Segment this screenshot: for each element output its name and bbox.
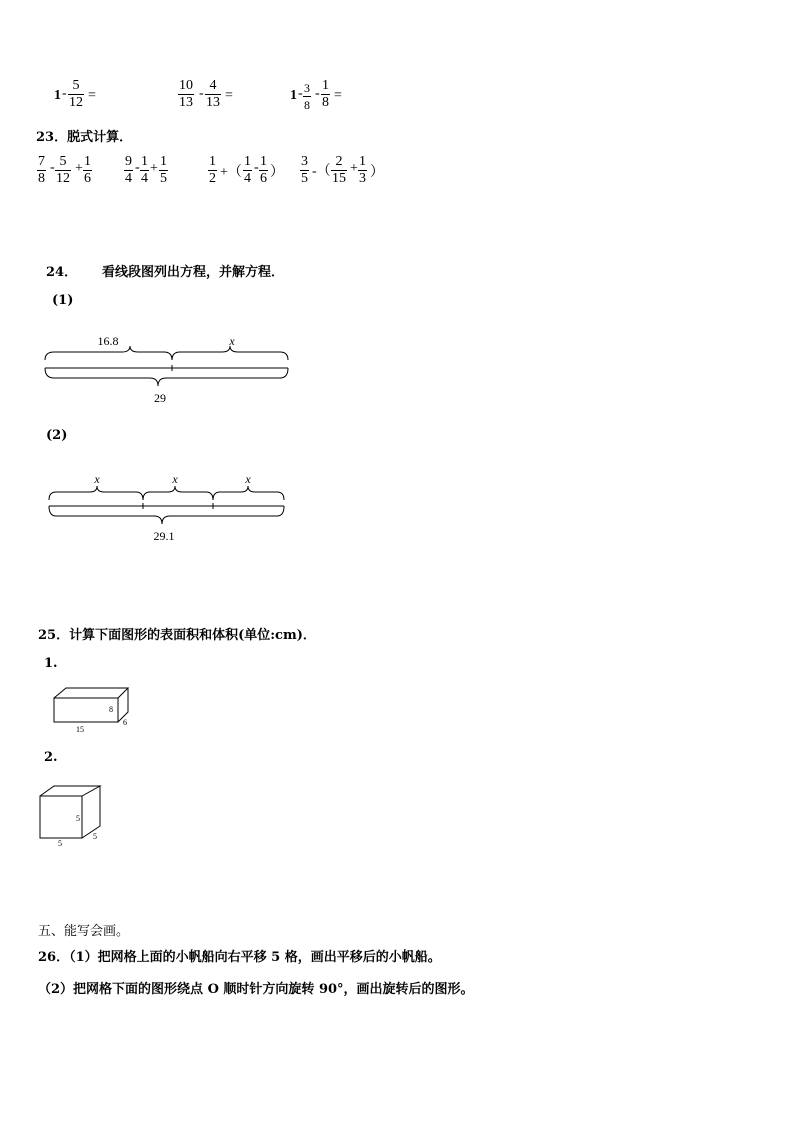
fraction: $\frac{1}{4}$ <box>141 154 148 186</box>
fraction: $\frac{1}{3}$ <box>359 154 366 186</box>
question-24-title: 看线段图列出方程，并解方程． <box>102 265 285 280</box>
label-total: 29.1 <box>153 529 175 543</box>
edge-height-label: 5 <box>76 814 80 823</box>
question-24-number: 24． <box>46 265 78 280</box>
plus-sign: + <box>150 161 158 176</box>
section-5-title: 五、能写会画。 <box>38 924 130 939</box>
fraction: $\frac{4}{13}$ <box>206 78 220 110</box>
minus-sign: - <box>254 160 259 175</box>
fraction: $\frac{1}{5}$ <box>160 154 167 186</box>
figure-2-label: 2. <box>44 750 58 765</box>
minus-sign: - <box>199 86 204 101</box>
brace-left-part <box>45 346 172 360</box>
label-x2: x <box>172 472 178 486</box>
operator: +（ <box>220 165 242 180</box>
fraction: $\frac{1}{6}$ <box>84 154 91 186</box>
cube-side <box>82 786 100 838</box>
segment-diagram-2 <box>44 470 294 546</box>
minus-sign: - <box>315 86 320 101</box>
segment-diagram-1 <box>40 330 296 410</box>
label-x1: x <box>94 472 100 486</box>
fraction: $\frac{9}{4}$ <box>125 154 132 186</box>
close-paren: ） <box>270 165 284 180</box>
length-label: 15 <box>76 725 84 734</box>
edge-bottom-label: 5 <box>58 839 62 848</box>
whole-number: 1 <box>54 88 61 103</box>
fraction: $\frac{5}{12}$ <box>56 154 70 186</box>
operator: -（ <box>312 164 331 179</box>
fraction: $\frac{7}{8}$ <box>38 154 45 186</box>
figure-1-label: 1. <box>44 656 58 671</box>
height-label: 8 <box>109 705 113 714</box>
question-26-part-1: 26．（1）把网格上面的小帆船向右平移 5 格，画出平移后的小帆船。 <box>38 950 441 965</box>
fraction: $\frac{3}{5}$ <box>301 154 308 186</box>
diagram-1-label: (1) <box>52 293 74 308</box>
minus-sign: - <box>50 160 55 175</box>
minus-sign: - <box>135 160 140 175</box>
minus-sign: - <box>62 86 67 101</box>
fraction: $\frac{3}{8}$ <box>304 81 310 112</box>
label-x: x <box>229 334 235 348</box>
label-x3: x <box>245 472 251 486</box>
fraction: $\frac{5}{12}$ <box>69 78 83 110</box>
cube-figure <box>36 784 116 850</box>
cuboid-figure <box>50 686 140 738</box>
question-25-title: 25．计算下面图形的表面积和体积(单位:cm)． <box>38 628 316 643</box>
whole-number: 1 <box>290 88 297 103</box>
fraction: $\frac{1}{2}$ <box>209 154 216 186</box>
plus-sign: + <box>350 161 358 176</box>
fraction: $\frac{10}{13}$ <box>179 78 193 110</box>
brace-total <box>45 368 288 386</box>
edge-depth-label: 5 <box>93 832 97 841</box>
diagram-2-label: (2) <box>46 428 68 443</box>
brace-total <box>49 506 284 524</box>
fraction: $\frac{1}{4}$ <box>244 154 251 186</box>
label-left: 16.8 <box>97 334 119 348</box>
brace-x2 <box>143 486 213 500</box>
equals-sign: = <box>88 88 96 103</box>
cube-top <box>40 786 100 796</box>
equals-sign: = <box>225 88 233 103</box>
fraction: $\frac{2}{15}$ <box>332 154 346 186</box>
cuboid-top <box>54 688 128 698</box>
brace-right-part <box>172 346 288 360</box>
brace-x3 <box>213 486 284 500</box>
question-26-part-2: （2）把网格下面的图形绕点 O 顺时针方向旋转 90°，画出旋转后的图形。 <box>38 982 474 997</box>
width-label: 6 <box>123 718 127 727</box>
equals-sign: = <box>334 88 342 103</box>
fraction: $\frac{1}{6}$ <box>260 154 267 186</box>
close-paren: ） <box>370 165 384 180</box>
plus-sign: + <box>75 161 83 176</box>
fraction: $\frac{1}{8}$ <box>322 78 329 110</box>
label-total: 29 <box>154 391 166 405</box>
brace-x1 <box>49 486 143 500</box>
minus-sign: - <box>298 86 303 101</box>
question-23-title: 23．脱式计算． <box>36 130 133 145</box>
